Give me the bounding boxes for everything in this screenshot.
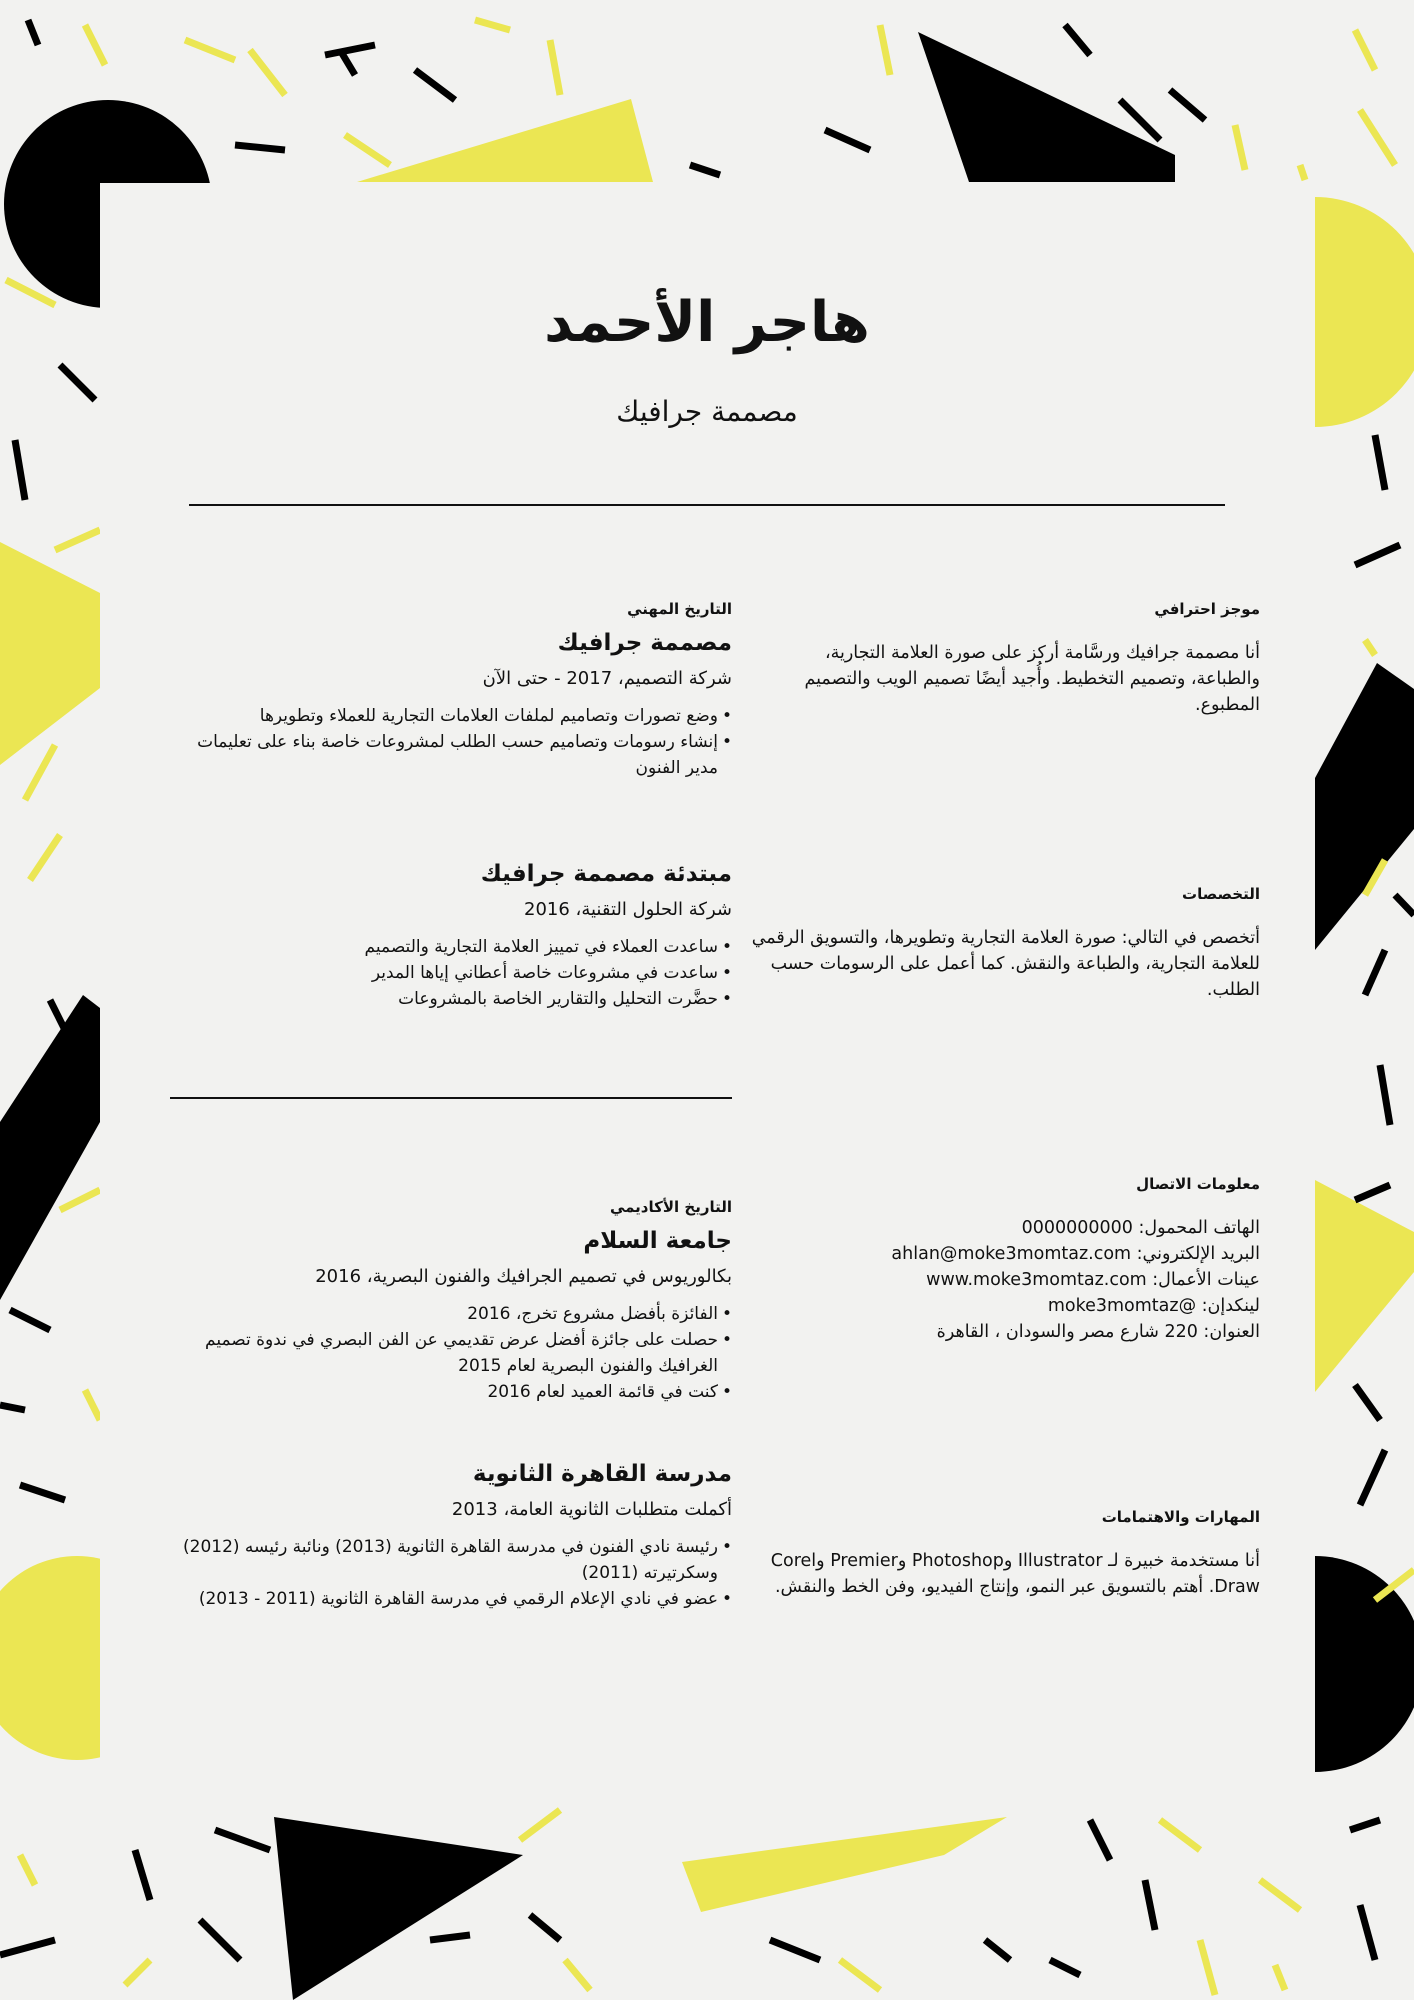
column-divider: [170, 1097, 732, 1099]
confetti-stick: [520, 1810, 560, 1840]
confetti-stick: [690, 165, 720, 175]
summary-text: أنا مصممة جرافيك ورسَّامة أركز على صورة العلامة التجارية، والطباعة، وتصميم التخطيط. وأُجيد أيضًا تصميم الويب والتصميم المطبوع.: [804, 643, 1260, 715]
confetti-stick: [475, 20, 510, 30]
confetti-stick: [250, 50, 285, 95]
school-bullets: [162, 1534, 732, 1612]
confetti-stick: [770, 1940, 820, 1960]
confetti-stick: [0, 1940, 55, 1955]
school-bullet: • كنت في قائمة العميد لعام 2016: [192, 1379, 718, 1405]
confetti-stick: [415, 70, 455, 100]
candidate-title: مصممة جرافيك: [616, 395, 798, 428]
header-divider: [189, 504, 1225, 506]
confetti-stick: [135, 1850, 150, 1900]
confetti-stick: [1170, 90, 1205, 120]
school-entry: [162, 1461, 732, 1612]
job-title: مبتدئة مصممة جرافيك: [480, 861, 732, 887]
confetti-stick: [20, 1855, 35, 1885]
confetti-stick: [15, 440, 25, 500]
confetti-stick: [430, 1935, 470, 1940]
confetti-stick: [235, 145, 285, 150]
skills-text: أنا مستخدمة خبيرة لـ Illustrator وPhotoshop وPremier وCorel Draw. أهتم بالتسويق عبر النمو، وإنتاج الفيديو، وفن الخط والنقش.: [770, 1551, 1260, 1597]
school-bullets: [192, 1301, 732, 1405]
confetti-stick: [1350, 1820, 1380, 1830]
contact-address: العنوان: 220 شارع مصر والسودان ، القاهرة: [936, 1322, 1260, 1342]
confetti-stick: [325, 45, 375, 55]
candidate-name: هاجر الأحمد: [544, 290, 870, 355]
confetti-stick: [60, 1190, 100, 1210]
confetti-stick: [1360, 1450, 1385, 1505]
confetti-stick: [1260, 1880, 1300, 1910]
confetti-stick: [1355, 1185, 1390, 1200]
school-bullet: • عضو في نادي الإعلام الرقمي في مدرسة القاهرة الثانوية (2011 - 2013): [162, 1586, 718, 1612]
confetti-stick: [1200, 1940, 1215, 1995]
confetti-stick: [125, 1960, 150, 1985]
school-bullet: • حصلت على جائزة أفضل عرض تقديمي عن الفن البصري في ندوة تصميم الغرافيك والفنون البصرية لعام 2015: [192, 1327, 718, 1379]
experience-section: [162, 600, 732, 1012]
confetti-stick: [10, 1310, 50, 1330]
yellow-hexagon-shape: [0, 542, 100, 765]
confetti-stick: [1395, 895, 1414, 915]
skills-heading: المهارات والاهتمامات: [1101, 1508, 1260, 1526]
yellow-triangle-shape: [357, 99, 653, 182]
job-title: مصممة جرافيك: [557, 630, 732, 656]
confetti-stick: [1365, 640, 1375, 655]
confetti-stick: [1365, 950, 1385, 995]
contact-phone: الهاتف المحمول: 0000000000: [1021, 1218, 1260, 1238]
school-name: مدرسة القاهرة الثانوية: [472, 1461, 732, 1487]
job-company: شركة التصميم، 2017 - حتى الآن: [482, 668, 732, 689]
confetti-stick: [0, 1405, 25, 1410]
confetti-stick: [1090, 1820, 1110, 1860]
confetti-stick: [50, 1000, 65, 1030]
school-bullet: • رئيسة نادي الفنون في مدرسة القاهرة الثانوية (2013) ونائبة رئيسه (2012) وسكرتيرته (2011): [162, 1534, 718, 1586]
confetti-stick: [565, 1960, 590, 1990]
confetti-stick: [28, 20, 38, 45]
confetti-stick: [1235, 125, 1245, 170]
contact-linkedin[interactable]: لينكدإن: @moke3momtaz: [1047, 1296, 1260, 1316]
job-bullet: • وضع تصورات وتصاميم لملفات العلامات التجارية للعملاء وتطويرها: [192, 703, 718, 729]
job-bullet: • ساعدت في مشروعات خاصة أعطاني إياها المدير: [192, 960, 718, 986]
school-degree: أكملت متطلبات الثانوية العامة، 2013: [451, 1499, 732, 1520]
confetti-stick: [215, 1830, 270, 1850]
black-bottom-triangle-shape: [274, 1817, 523, 2000]
confetti-stick: [1300, 165, 1305, 180]
confetti-stick: [1355, 30, 1375, 70]
black-quad-shape: [1315, 663, 1414, 950]
confetti-stick: [1275, 1965, 1285, 1990]
specialties-text: أتخصص في التالي: صورة العلامة التجارية وتطويرها، والتسويق الرقمي للعلامة التجارية، والطباعة والنقش. كما أعمل على الرسومات حسب الطلب.: [751, 928, 1260, 1000]
job-bullet: • ساعدت العملاء في تمييز العلامة التجارية والتصميم: [192, 934, 718, 960]
contact-heading: معلومات الاتصال: [1136, 1175, 1260, 1193]
confetti-stick: [25, 745, 55, 800]
school-bullet: • الفائزة بأفضل مشروع تخرج، 2016: [192, 1301, 718, 1327]
specialties-heading: التخصصات: [1182, 885, 1260, 903]
confetti-stick: [85, 25, 105, 65]
job-bullets: [192, 703, 732, 781]
education-section: [162, 1198, 732, 1612]
skills-section: [720, 1508, 1260, 1600]
confetti-stick: [1360, 110, 1395, 165]
confetti-stick: [1145, 1880, 1155, 1930]
confetti-stick: [1360, 1905, 1375, 1960]
job-entry: [192, 861, 732, 1012]
yellow-right-triangle-shape: [1315, 1180, 1414, 1392]
black-parallelogram-shape: [0, 995, 100, 1300]
yellow-bottom-parallelogram-shape: [682, 1817, 1007, 1912]
experience-heading: التاريخ المهني: [627, 600, 732, 618]
summary-heading: موجز احترافي: [1154, 600, 1260, 618]
confetti-stick: [530, 1915, 560, 1940]
confetti-stick: [1355, 545, 1400, 565]
contact-portfolio[interactable]: عينات الأعمال: www.moke3momtaz.com: [926, 1270, 1260, 1290]
confetti-stick: [1355, 1385, 1380, 1420]
confetti-stick: [880, 25, 890, 75]
confetti-stick: [200, 1920, 240, 1960]
confetti-stick: [550, 40, 560, 95]
confetti-stick: [1380, 1065, 1390, 1125]
confetti-stick: [825, 130, 870, 150]
confetti-stick: [1050, 1960, 1080, 1975]
education-heading: التاريخ الأكاديمي: [609, 1198, 732, 1216]
confetti-stick: [1375, 435, 1385, 490]
contact-section: [720, 1175, 1260, 1345]
confetti-stick: [85, 1390, 100, 1420]
confetti-stick: [55, 530, 100, 550]
school-entry: [192, 1228, 732, 1405]
specialties-section: [720, 885, 1260, 1003]
confetti-stick: [1065, 25, 1090, 55]
school-name: جامعة السلام: [583, 1228, 732, 1254]
summary-section: [720, 600, 1260, 718]
confetti-stick: [345, 135, 390, 165]
confetti-stick: [20, 1485, 65, 1500]
confetti-stick: [840, 1960, 880, 1990]
job-bullet: • إنشاء رسومات وتصاميم حسب الطلب لمشروعات خاصة بناء على تعليمات مدير الفنون: [192, 729, 718, 781]
black-triangle-shape: [918, 32, 1175, 182]
confetti-stick: [985, 1940, 1010, 1960]
job-bullet: • حضَّرت التحليل والتقارير الخاصة بالمشروعات: [192, 986, 718, 1012]
job-company: شركة الحلول التقنية، 2016: [524, 899, 732, 920]
confetti-stick: [30, 835, 60, 880]
school-degree: بكالوريوس في تصميم الجرافيك والفنون البصرية، 2016: [315, 1266, 732, 1287]
confetti-stick: [185, 40, 235, 60]
job-bullets: [192, 934, 732, 1012]
confetti-stick: [1160, 1820, 1200, 1850]
job-entry: [192, 630, 732, 781]
contact-email[interactable]: البريد الإلكتروني: ahlan@moke3momtaz.com: [891, 1244, 1260, 1264]
